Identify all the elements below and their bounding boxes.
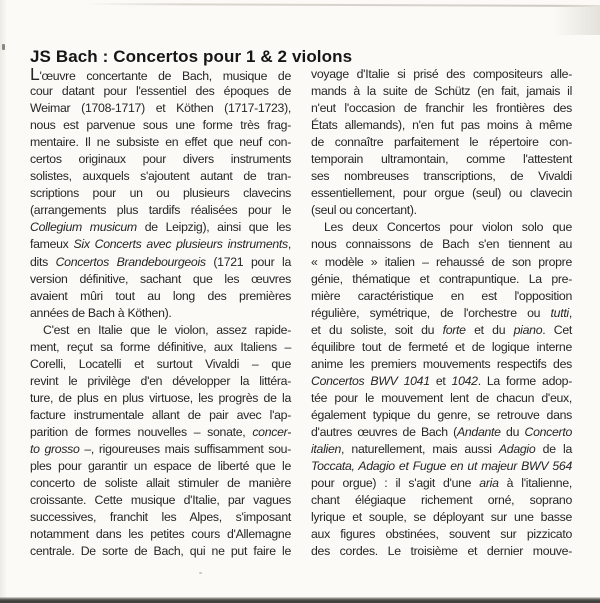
body-text: , bbox=[287, 237, 291, 252]
body-text: États allemands), n'en fut pas moins à même bbox=[311, 118, 572, 133]
body-text: de Leipzig), ainsi que les bbox=[136, 220, 292, 235]
text-line bbox=[311, 441, 572, 458]
text-line bbox=[30, 254, 291, 271]
body-text: ples pour garantir un espace de liberté que le bbox=[30, 459, 291, 474]
body-text: lyrique et souple, se déployant sur une basse bbox=[311, 510, 572, 525]
italic-text: tutti bbox=[550, 305, 569, 320]
text-line bbox=[30, 202, 291, 219]
body-text: , naturellement, mais aussi bbox=[341, 442, 499, 457]
body-text: version définitive, sachant que les œuvres bbox=[30, 271, 291, 286]
text-line bbox=[30, 458, 291, 475]
italic-text: Toccata, Adagio et Fugue en ut majeur BWV 564 bbox=[311, 459, 572, 474]
body-text: . La forme adop- bbox=[477, 373, 572, 388]
body-text: Les deux Concertos pour violon solo que bbox=[324, 220, 572, 235]
body-text: temporain ultramontain, comme l'attestent bbox=[311, 152, 572, 167]
body-text: n'eut l'occasion de franchir les frontières des bbox=[311, 101, 572, 116]
text-line bbox=[30, 424, 291, 441]
text-line bbox=[311, 373, 572, 390]
text-line bbox=[30, 390, 291, 407]
body-text: également typique du genre, se retrouve dans bbox=[311, 407, 572, 422]
text-line bbox=[311, 117, 572, 134]
body-text: –, rigoureuses mais suffisamment sou- bbox=[79, 442, 291, 457]
text-line bbox=[311, 219, 572, 236]
text-line bbox=[311, 185, 572, 202]
body-text: tée pour le mouvement lent de chacun d'eux, bbox=[311, 390, 572, 405]
body-text: équilibre tout de fermeté et de logique interne bbox=[311, 339, 572, 354]
body-text: mands à la suite de Schütz (en fait, jamais il bbox=[311, 84, 572, 99]
text-line bbox=[30, 236, 291, 253]
body-text: nous connaissons de Bach s'en tiennent au bbox=[311, 237, 572, 252]
text-line bbox=[30, 543, 291, 560]
body-text: pour orgue) : il s'agit d'une bbox=[311, 476, 480, 491]
italic-text: Concertos Brandebourgeois bbox=[55, 254, 206, 269]
body-text: . Cet bbox=[542, 322, 572, 337]
scan-edge-left bbox=[0, 0, 7, 603]
body-text: successives, franchit les Alpes, s'imposant bbox=[30, 510, 291, 525]
body-text: (1721 pour la bbox=[205, 254, 291, 269]
text-line bbox=[311, 271, 572, 288]
text-line bbox=[311, 509, 572, 526]
body-text: voyage d'Italie si prisé des compositeurs alle- bbox=[311, 67, 572, 81]
body-text: C'est en Italie que le violon, assez rapide- bbox=[43, 322, 291, 337]
text-line bbox=[311, 305, 572, 322]
text-line bbox=[311, 151, 572, 168]
text-line bbox=[311, 475, 572, 492]
body-text: Corelli, Locatelli et surtout Vivaldi – que bbox=[30, 356, 291, 371]
text-line bbox=[30, 492, 291, 509]
text-line bbox=[30, 526, 291, 543]
text-line bbox=[30, 66, 291, 83]
italic-text: piano bbox=[513, 322, 543, 337]
text-line bbox=[311, 100, 572, 117]
text-line bbox=[30, 356, 291, 373]
text-line bbox=[30, 185, 291, 202]
body-text: ses nombreuses transcriptions, de Vivaldi bbox=[311, 169, 572, 184]
body-text: de connaître parfaitement le répertoire con- bbox=[311, 135, 572, 150]
text-line bbox=[311, 458, 572, 475]
text-line bbox=[30, 271, 291, 288]
body-text: et du bbox=[465, 322, 514, 337]
text-line bbox=[30, 373, 291, 390]
text-line bbox=[30, 509, 291, 526]
text-line bbox=[311, 424, 572, 441]
body-text: d'autres œuvres de Bach ( bbox=[311, 424, 457, 439]
text-line bbox=[30, 475, 291, 492]
text-line bbox=[311, 356, 572, 373]
body-text: ment, reçut sa forme définitive, aux Italiens – bbox=[30, 339, 291, 354]
body-text: et du soliste, soit du bbox=[311, 322, 443, 337]
scan-shadow-bottom bbox=[0, 597, 600, 603]
text-line bbox=[311, 168, 572, 185]
page-title-artist: JS Bach : bbox=[30, 47, 109, 67]
text-line bbox=[311, 407, 572, 424]
italic-text: Collegium musicum bbox=[30, 220, 137, 235]
body-text: parition de formes nouvelles – sonate, bbox=[30, 424, 253, 439]
body-text: 'œuvre concertante de Bach, musique de bbox=[39, 69, 291, 83]
text-line bbox=[30, 441, 291, 458]
body-text: cour datant pour l'essentiel des époques de bbox=[30, 84, 291, 99]
body-text: mière caractéristique en est l'opposition bbox=[311, 288, 572, 303]
text-line bbox=[311, 236, 572, 253]
body-text: à l'italienne, bbox=[498, 476, 572, 491]
text-line bbox=[30, 83, 291, 100]
text-line bbox=[311, 339, 572, 356]
text-line bbox=[30, 219, 291, 236]
body-text: années de Bach à Köthen). bbox=[30, 305, 172, 320]
body-text: centrale. De sorte de Bach, qui ne put faire le bbox=[30, 544, 291, 559]
body-text: de la bbox=[535, 442, 572, 457]
body-text: solistes, auxquels s'ajoutent autant de tran- bbox=[30, 169, 291, 184]
text-line bbox=[30, 117, 291, 134]
text-line bbox=[30, 305, 291, 322]
text-line bbox=[311, 134, 572, 151]
text-line bbox=[311, 66, 572, 83]
text-line bbox=[30, 339, 291, 356]
italic-text: aria bbox=[479, 476, 499, 491]
body-text: concerto de soliste allait stimuler de manière bbox=[30, 476, 291, 491]
body-text: essentiellement, pour orgue (seul) ou clavecin bbox=[311, 186, 572, 201]
body-text: du bbox=[500, 424, 525, 439]
italic-text: Adagio bbox=[498, 442, 536, 457]
scan-speck bbox=[199, 572, 202, 574]
body-text: dits bbox=[30, 254, 56, 269]
text-line bbox=[311, 202, 572, 219]
italic-text: 1042 bbox=[451, 373, 478, 388]
italic-text: concer- bbox=[252, 424, 291, 439]
scan-shadow-top-right bbox=[554, 5, 600, 35]
text-line bbox=[30, 100, 291, 117]
italic-text: Six Concerts avec plusieurs instruments bbox=[73, 237, 288, 252]
body-text: mentaire. Il ne subsiste en effet que neuf con- bbox=[30, 135, 291, 150]
italic-text: Andante bbox=[456, 424, 501, 439]
body-text: notamment dans les petites cours d'Allemagne bbox=[30, 527, 291, 542]
body-text: « modèle » italien – rehaussé de son propre bbox=[311, 254, 572, 269]
body-text: (seul ou concertant). bbox=[311, 203, 417, 218]
text-line bbox=[30, 151, 291, 168]
body-text: , bbox=[568, 305, 572, 320]
text-line bbox=[311, 543, 572, 560]
page-title-work: Concertos pour 1 & 2 violons bbox=[108, 47, 353, 67]
text-line bbox=[30, 134, 291, 151]
body-text: ture, de plus en plus virtuose, les progrès de la bbox=[30, 390, 291, 405]
body-text: des cordes. Le troisième et dernier mouve- bbox=[311, 544, 572, 559]
text-line bbox=[311, 390, 572, 407]
italic-text: Concerto bbox=[524, 424, 572, 439]
body-text: croissante. Cette musique d'Italie, par vagues bbox=[30, 493, 291, 508]
article-columns bbox=[30, 66, 572, 560]
body-text: Weimar (1708-1717) et Köthen (1717-1723), bbox=[30, 101, 291, 116]
text-line bbox=[311, 288, 572, 305]
body-text: aux figures obstinées, souvent sur pizzicato bbox=[311, 527, 572, 542]
body-text: et bbox=[429, 373, 452, 388]
text-line bbox=[311, 254, 572, 271]
body-text: régulière, symétrique, de l'orchestre ou bbox=[311, 305, 551, 320]
text-line bbox=[311, 526, 572, 543]
text-line bbox=[311, 322, 572, 339]
body-text: (arrangements plus tardifs réalisées pour le bbox=[30, 203, 291, 218]
text-line bbox=[30, 407, 291, 424]
body-text: génie, thématique et contrapuntique. La pre- bbox=[311, 271, 572, 286]
italic-text: forte bbox=[442, 322, 466, 337]
body-text: anime les premiers mouvements respectifs des bbox=[311, 356, 572, 371]
text-line bbox=[30, 288, 291, 305]
body-text: scriptions pour un ou plusieurs clavecins bbox=[30, 186, 291, 201]
body-text: certos originaux pour divers instruments bbox=[30, 152, 291, 167]
text-column-right bbox=[311, 66, 572, 560]
text-line bbox=[311, 83, 572, 100]
body-text: revint le privilège d'en développer la littéra- bbox=[30, 373, 291, 388]
body-text: facture instrumentale allant de pair avec l'ap- bbox=[30, 407, 291, 422]
text-column-left bbox=[30, 66, 291, 560]
text-line bbox=[30, 322, 291, 339]
scan-edge-top bbox=[84, 3, 600, 7]
italic-text: italien bbox=[311, 442, 342, 457]
italic-text: Concertos BWV 1041 bbox=[311, 373, 430, 388]
initial-letter: L bbox=[30, 64, 40, 84]
scan-speck bbox=[2, 44, 5, 50]
body-text: avaient mûri tout au long des premières bbox=[30, 288, 291, 303]
body-text: fameux bbox=[30, 237, 74, 252]
italic-text: to grosso bbox=[30, 442, 80, 457]
text-line bbox=[311, 492, 572, 509]
body-text: nous est parvenue sous une forme très frag- bbox=[30, 118, 291, 133]
body-text: chant élégiaque richement orné, soprano bbox=[311, 493, 572, 508]
text-line bbox=[30, 168, 291, 185]
